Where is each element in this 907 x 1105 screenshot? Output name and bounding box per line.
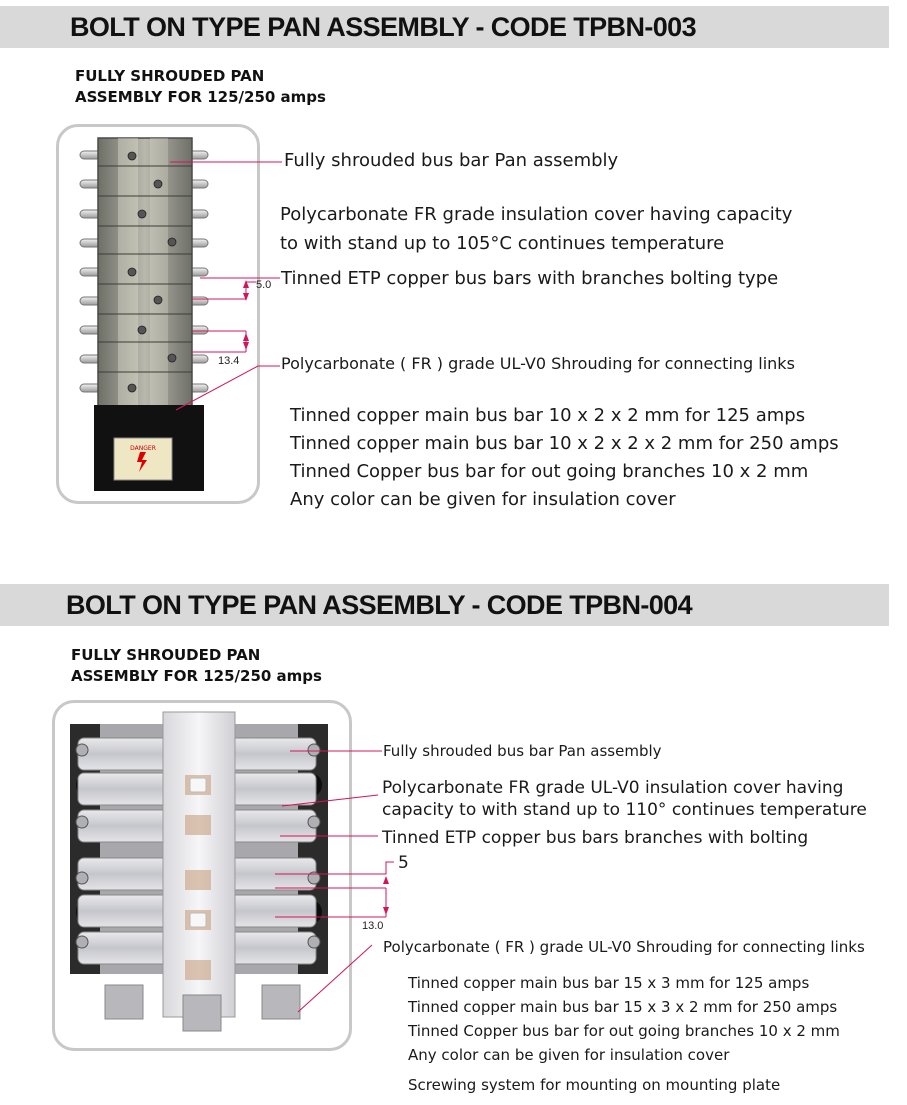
section2-tab-left xyxy=(105,985,143,1019)
section2-dim-spacing: 13.0 xyxy=(362,920,384,932)
section1-spec-2: Tinned copper main bus bar 10 x 2 x 2 x 2 mm for 250 amps xyxy=(290,433,839,454)
section2-tab-middle xyxy=(183,995,221,1031)
section1-callout-shrouded: Fully shrouded bus bar Pan assembly xyxy=(284,150,619,171)
section2-spec-2: Tinned copper main bus bar 15 x 3 x 2 mm for 250 amps xyxy=(408,998,838,1016)
section2-callout-busbars: Tinned ETP copper bus bars branches with bolting xyxy=(382,828,809,848)
section1-spec-3: Tinned Copper bus bar for out going branches 10 x 2 mm xyxy=(290,461,809,482)
section1-dim-spacing: 13.4 xyxy=(218,355,240,367)
section2-footer-note: Screwing system for mounting on mounting plate xyxy=(408,1076,781,1094)
section2-subtitle-line2: ASSEMBLY FOR 125/250 amps xyxy=(71,667,322,685)
section1-callout-cover-line2: to with stand up to 105°C continues temperature xyxy=(280,233,725,254)
section2-spec-4: Any color can be given for insulation cover xyxy=(408,1046,730,1064)
section1-danger-text: DANGER xyxy=(130,445,156,452)
section1-title: BOLT ON TYPE PAN ASSEMBLY - CODE TPBN-003 xyxy=(70,12,696,42)
section2-subtitle-line1: FULLY SHROUDED PAN xyxy=(71,646,261,664)
section2-title: BOLT ON TYPE PAN ASSEMBLY - CODE TPBN-004 xyxy=(66,590,692,620)
section2-spec-3: Tinned Copper bus bar for out going branches 10 x 2 mm xyxy=(408,1022,840,1040)
section2-callout-cover-line1: Polycarbonate FR grade UL-V0 insulation cover having xyxy=(382,778,844,798)
section2-callout-shrouding: Polycarbonate ( FR ) grade UL-V0 Shrouding for connecting links xyxy=(383,938,865,956)
section1-dim-pitch: 5.0 xyxy=(256,279,272,291)
section2-tab-right xyxy=(262,985,300,1019)
section2-dim-pitch: 5 xyxy=(398,853,409,873)
section1-subtitle-line2: ASSEMBLY FOR 125/250 amps xyxy=(75,88,326,106)
section1-callout-shrouding: Polycarbonate ( FR ) grade UL-V0 Shrouding for connecting links xyxy=(281,354,795,373)
section1-callout-cover-line1: Polycarbonate FR grade insulation cover having capacity xyxy=(280,204,793,225)
section2-spec-1: Tinned copper main bus bar 15 x 3 mm for 125 amps xyxy=(408,974,810,992)
section2-callout-shrouded: Fully shrouded bus bar Pan assembly xyxy=(383,742,662,760)
section2-callout-cover-line2: capacity to with stand up to 110° continues temperature xyxy=(382,800,867,820)
section1-spec-4: Any color can be given for insulation cover xyxy=(290,489,676,510)
section1-callout-busbars: Tinned ETP copper bus bars with branches bolting type xyxy=(281,268,779,289)
section1-subtitle-line1: FULLY SHROUDED PAN xyxy=(75,67,265,85)
section1-spec-1: Tinned copper main bus bar 10 x 2 x 2 mm for 125 amps xyxy=(290,405,806,426)
